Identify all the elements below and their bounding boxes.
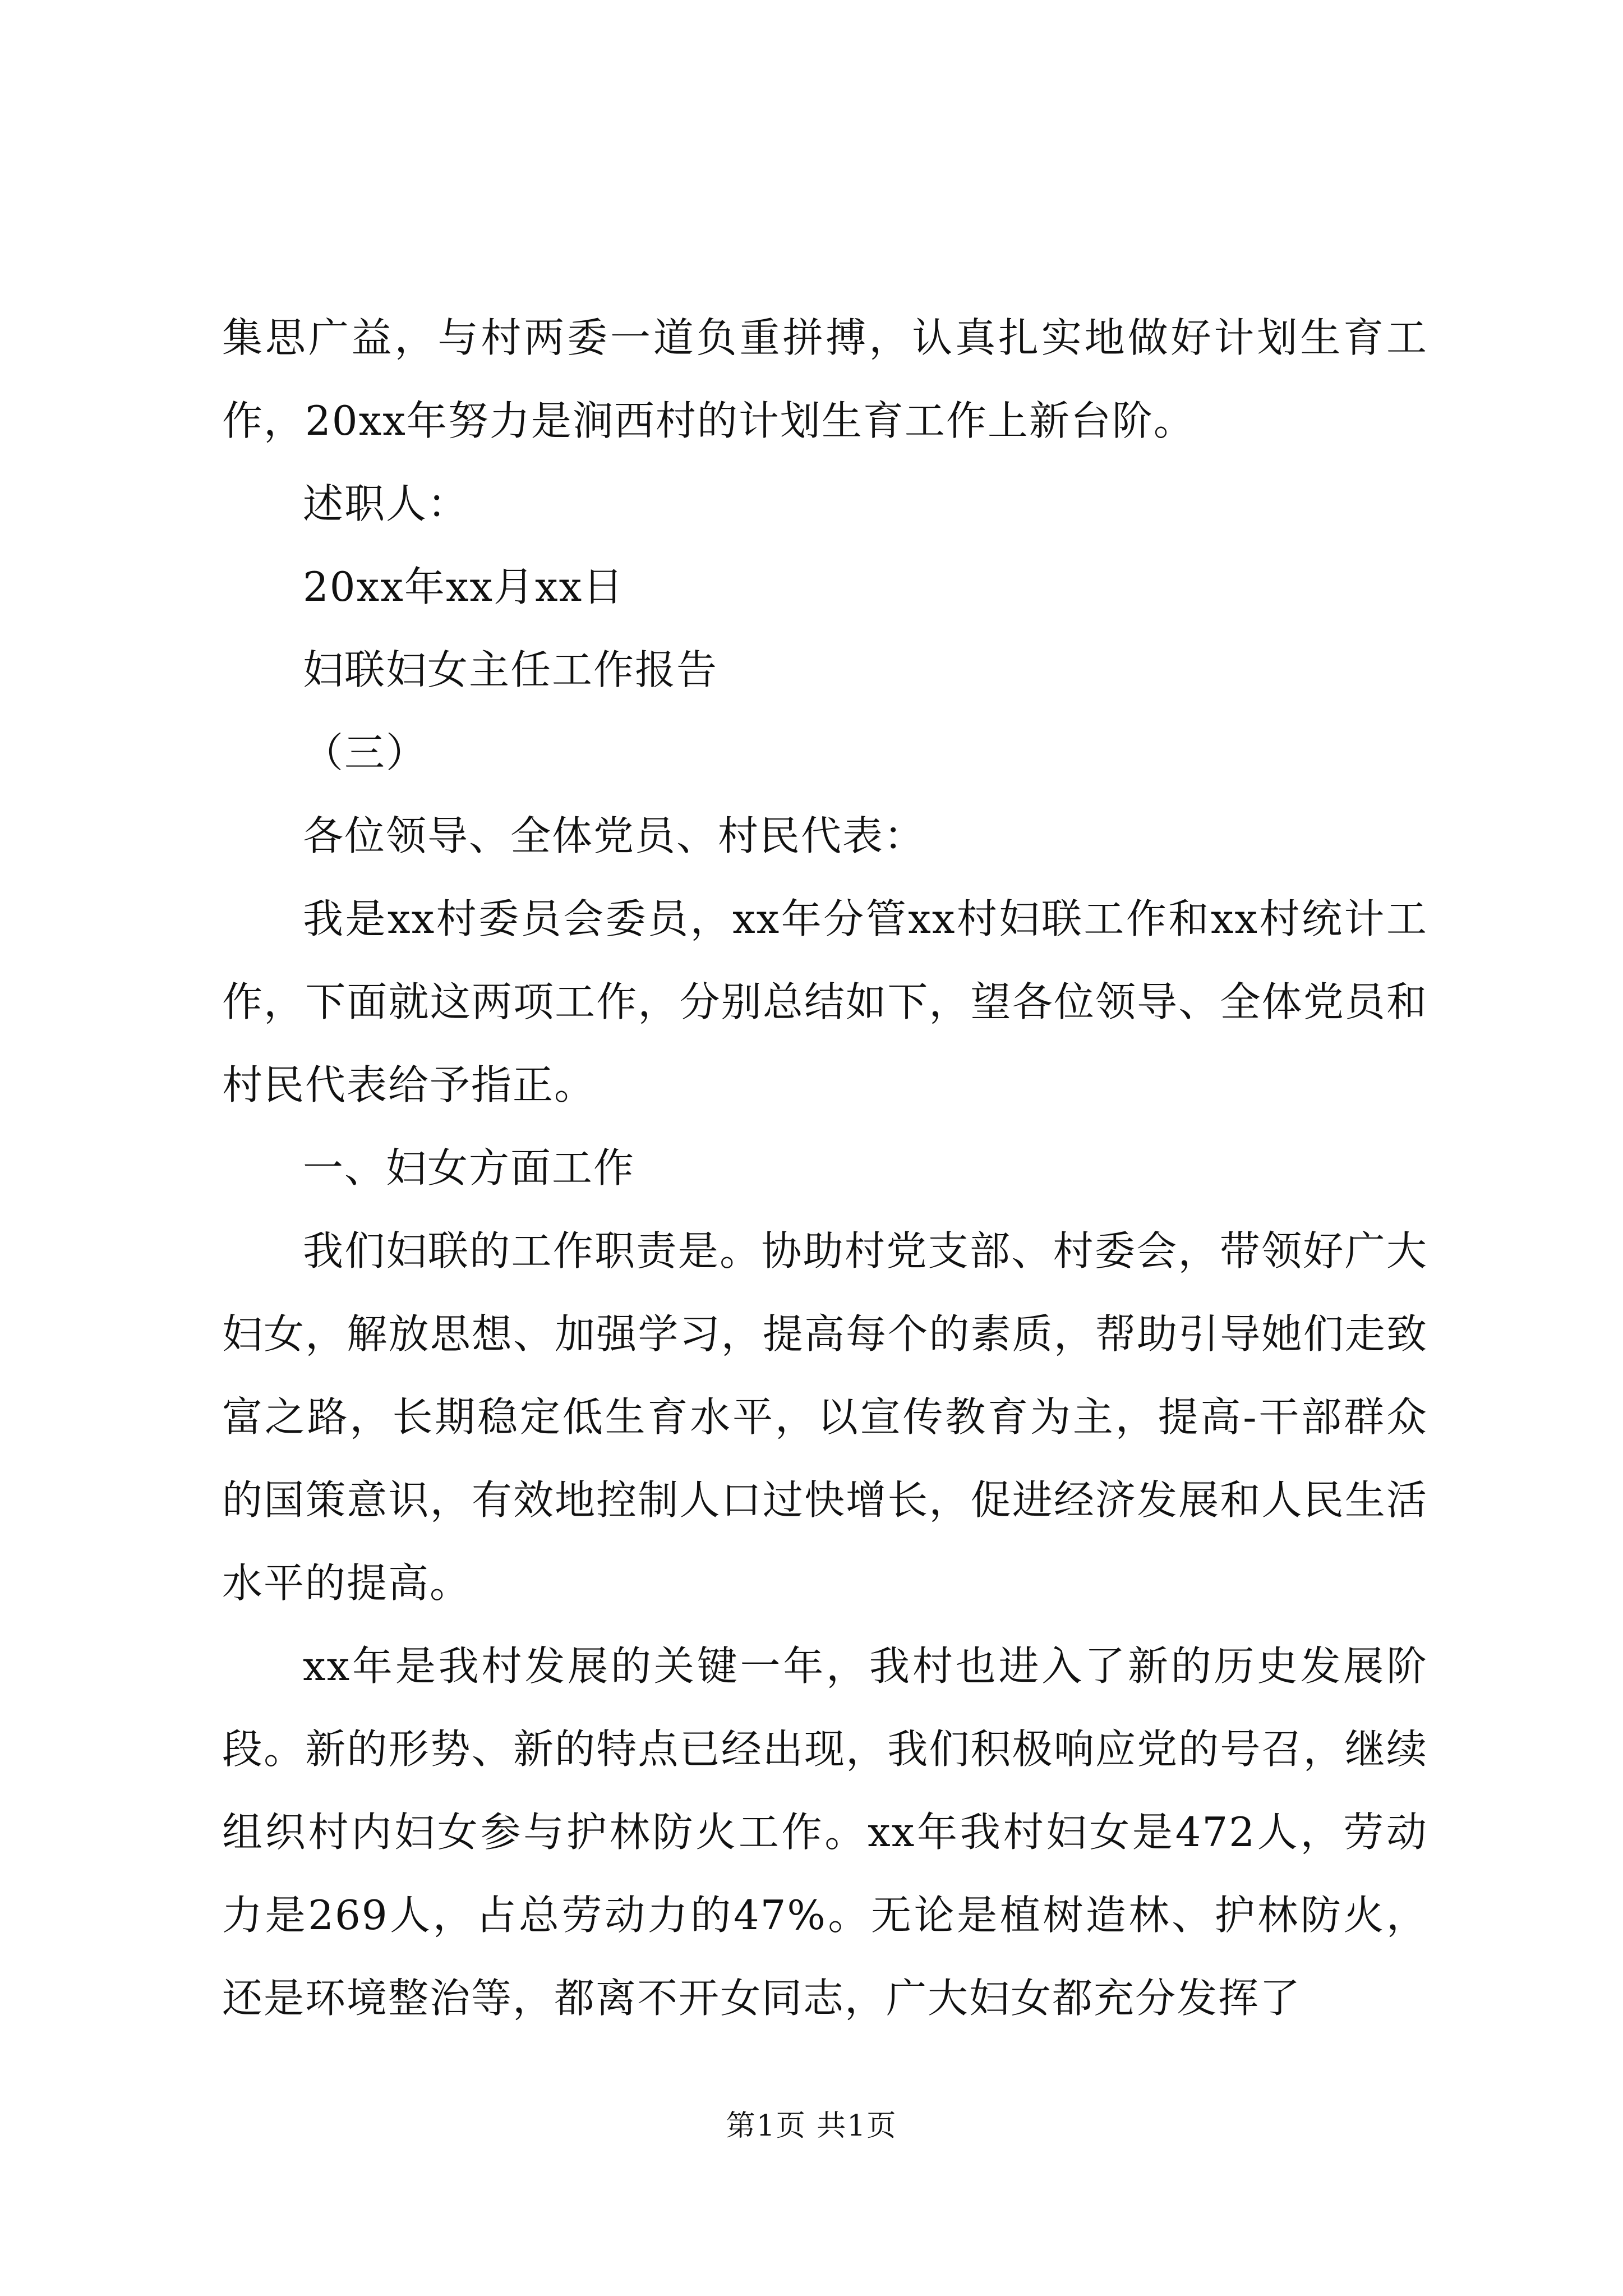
subsection-heading: 一、妇女方面工作 <box>303 1144 635 1191</box>
paragraph-continuation: 集思广益，与村两委一道负重拼搏，认真扎实地做好计划生育工作，20xx年努力是涧西村的计划生育工作上新台阶。 <box>222 314 1428 444</box>
page-number: 第1页 共1页 <box>726 2109 897 2143</box>
year-summary-paragraph: xx年是我村发展的关键一年，我村也进入了新的历史发展阶段。新的形势、新的特点已经出现，我们积极响应党的号召，继续组织村内妇女参与护林防火工作。xx年我村妇女是472人，劳动力是269人，占总劳动力的47%。无论是植树造林、护林防火，还是环境整治等，都离不开女同志，广大妇女都充分发挥了 <box>222 1642 1428 2022</box>
signature-label: 述职人： <box>303 480 469 527</box>
document-body <box>222 296 1428 2040</box>
duties-paragraph: 我们妇联的工作职责是。协助村党支部、村委会，带领好广大妇女，解放思想、加强学习，提高每个的素质，帮助引导她们走致富之路，长期稳定低生育水平，以宣传教育为主，提高-干部群众的国策意识，有效地控制人口过快增长，促进经济发展和人民生活水平的提高。 <box>222 1227 1428 1607</box>
section-number: （三） <box>303 729 428 776</box>
intro-paragraph: 我是xx村委员会委员，xx年分管xx村妇联工作和xx村统计工作，下面就这两项工作，分别总结如下，望各位领导、全体党员和村民代表给予指正。 <box>222 895 1428 1108</box>
salutation: 各位领导、全体党员、村民代表： <box>303 812 926 859</box>
section-title: 妇联妇女主任工作报告 <box>303 646 718 693</box>
signature-date: 20xx年xx月xx日 <box>303 563 625 610</box>
